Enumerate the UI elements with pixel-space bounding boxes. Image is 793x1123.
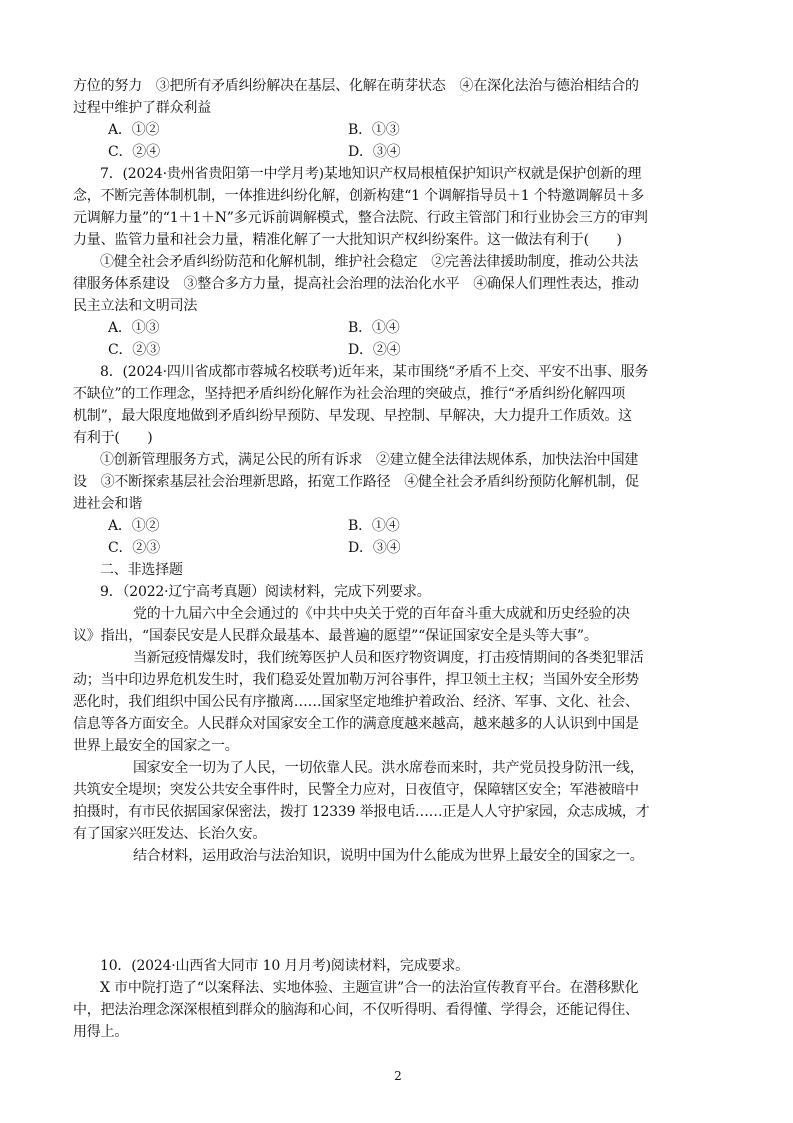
q9-heading: 9．（2022·辽宁高考真题）阅读材料，完成下列要求。 xyxy=(100,584,431,600)
q7-option-d: D．②④ xyxy=(348,342,401,358)
q10-material-line: 用得上。 xyxy=(73,1024,129,1040)
q9-material-line: 党的十九届六中全会通过的《中共中央关于党的百年奋斗重大成就和历史经验的决 xyxy=(133,606,630,622)
q10-heading: 10．(2024·山西省大同市 10 月月考)阅读材料，完成要求。 xyxy=(100,958,469,974)
q10-material-line: 中，把法治理念深深根植到群众的脑海和心间，不仅听得明、看得懂、学得会，还能记得住、 xyxy=(73,1002,639,1018)
q8-stem-line: 机制”，最大限度地做到矛盾纠纷早预防、早发现、早控制、早解决，大力提升工作质效。这 xyxy=(73,408,632,424)
q8-choice-line: ①创新管理服务方式，满足公民的所有诉求 ②建立健全法律法规体系，加快法治中国建 xyxy=(100,452,639,468)
q9-material-line: 议》指出，“国泰民安是人民群众最基本、最普遍的愿望”“保证国家安全是头等大事”。 xyxy=(73,628,598,644)
q6-text-line: 方位的努力 ③把所有矛盾纠纷解决在基层、化解在萌芽状态 ④在深化法治与德治相结合的 xyxy=(73,78,639,94)
q9-material-line: 恶化时，我们组织中国公民有序撤离……国家坚定地维护着政治、经济、军事、文化、社会、 xyxy=(73,694,639,710)
q8-option-a: A．①② xyxy=(108,518,160,534)
q9-material-line: 动；当中印边界危机发生时，我们稳妥处置加勒万河谷事件，捍卫领土主权；当国外安全形势 xyxy=(73,672,639,688)
q7-choice-line: 律服务体系建设 ③整合多方力量，提高社会治理的法治化水平 ④确保人们理性表达，推动 xyxy=(73,276,639,292)
q9-material-line: 世界上最安全的国家之一。 xyxy=(73,738,239,754)
page-number: 2 xyxy=(394,1069,402,1083)
q9-material-line: 拍摄时，有市民依据国家保密法，拨打 12339 举报电话……正是人人守护家园，众志成城，才 xyxy=(73,804,650,820)
q9-material-line: 共筑安全堤坝；突发公共安全事件时，民警全力应对，日夜值守，保障辖区安全；军港被暗中 xyxy=(73,782,639,798)
section-heading: 二、非选择题 xyxy=(100,562,183,578)
q6-option-b: B．①③ xyxy=(348,122,400,138)
q7-stem-line: 念，不断完善体制机制，一体推进纠纷化解，创新构建“1 个调解指导员＋1 个特邀调解员＋多 xyxy=(73,188,645,204)
q6-option-a: A．①② xyxy=(108,122,160,138)
q6-option-c: C．②④ xyxy=(108,144,160,160)
q6-text-line: 过程中维护了群众利益 xyxy=(73,100,211,116)
q9-material-line: 有了国家兴旺发达、长治久安。 xyxy=(73,826,267,842)
q8-option-c: C．②③ xyxy=(108,540,160,556)
q7-stem-line: 力量、监管力量和社会力量，精准化解了一大批知识产权纠纷案件。这一做法有利于( ) xyxy=(73,232,622,248)
q7-choice-line: ①健全社会矛盾纠纷防范和化解机制，维护社会稳定 ②完善法律援助制度，推动公共法 xyxy=(100,254,639,270)
q8-stem-line: 8．(2024·四川省成都市蓉城名校联考)近年来，某市围绕“矛盾不上交、平安不出事、服务 xyxy=(100,364,649,380)
q9-material-line: 当新冠疫情爆发时，我们统筹医护人员和医疗物资调度，打击疫情期间的各类犯罪活 xyxy=(133,650,644,666)
q7-stem-line: 元调解力量”的“1＋1＋N”多元诉前调解模式，整合法院、行政主管部门和行业协会三方的审判 xyxy=(73,210,648,226)
q9-material-line: 国家安全一切为了人民，一切依靠人民。洪水席卷而来时，共产党员投身防汛一线， xyxy=(133,760,644,776)
q8-option-b: B．①④ xyxy=(348,518,400,534)
q7-option-c: C．②③ xyxy=(108,342,160,358)
q8-stem-line: 不缺位”的工作理念，坚持把矛盾纠纷化解作为社会治理的突破点，推行“矛盾纠纷化解四项 xyxy=(73,386,626,402)
q10-material-line: X 市中院打造了“以案释法、实地体验、主题宣讲”合一的法治宣传教育平台。在潜移默化 xyxy=(100,980,639,996)
q7-option-a: A．①③ xyxy=(108,320,160,336)
q8-option-d: D．③④ xyxy=(348,540,401,556)
q7-option-b: B．①④ xyxy=(348,320,400,336)
q9-task: 结合材料，运用政治与法治知识，说明中国为什么能成为世界上最安全的国家之一。 xyxy=(133,848,644,864)
q7-choice-line: 民主立法和文明司法 xyxy=(73,298,198,314)
q7-stem-line: 7．(2024·贵州省贵阳第一中学月考)某地知识产权局根植保护知识产权就是保护创新的理 xyxy=(100,166,642,182)
q8-choice-line: 进社会和谐 xyxy=(73,496,142,512)
q6-option-d: D．③④ xyxy=(348,144,401,160)
q8-stem-line: 有利于( ) xyxy=(73,430,153,446)
q8-choice-line: 设 ③不断探索基层社会治理新思路，拓宽工作路径 ④健全社会矛盾纠纷预防化解机制，促 xyxy=(73,474,639,490)
q9-material-line: 信息等各方面安全。人民群众对国家安全工作的满意度越来越高，越来越多的人认识到中国是 xyxy=(73,716,639,732)
